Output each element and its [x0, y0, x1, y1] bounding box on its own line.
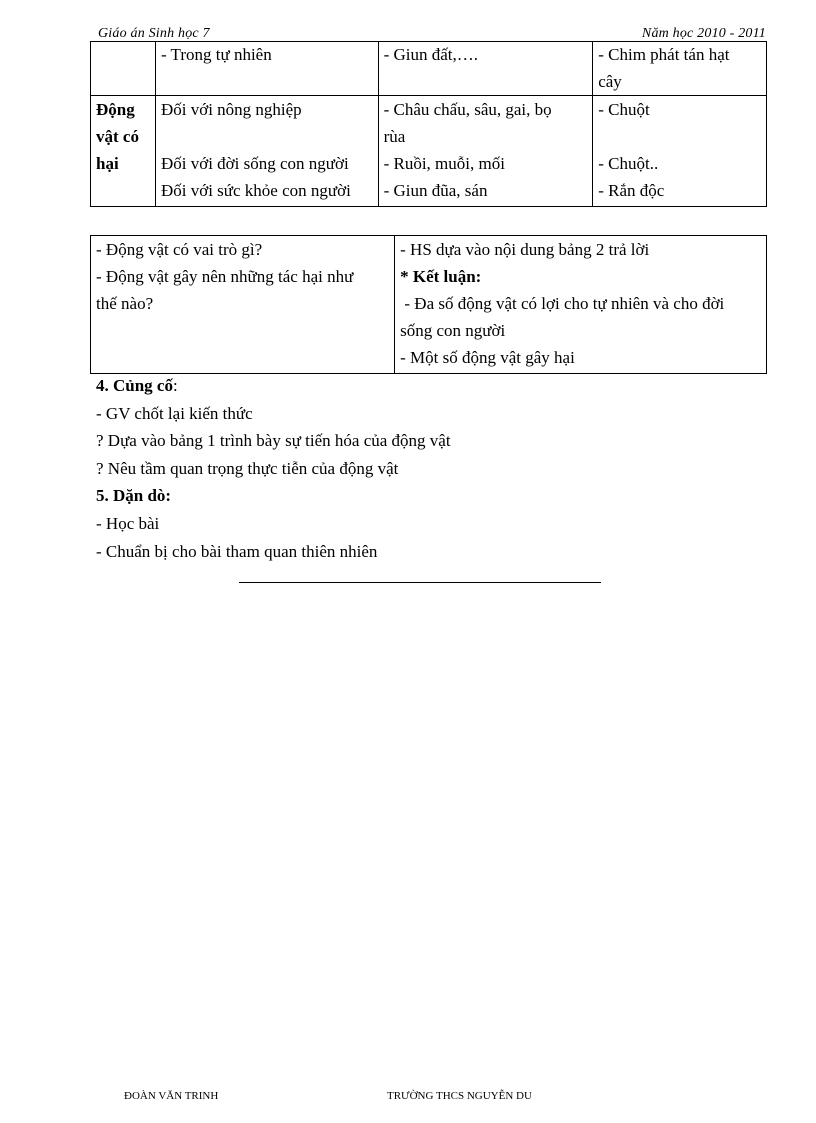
cell-line: - HS dựa vào nội dung bảng 2 trả lời	[400, 240, 650, 259]
cell-line: Đối với sức khỏe con người	[160, 181, 351, 200]
cell-line: - Động vật có vai trò gì?	[96, 240, 263, 259]
cell-line: Đối với đời sống con người	[160, 154, 349, 173]
list-item: - Chuẩn bị cho bài tham quan thiên nhiên	[96, 541, 378, 561]
cell-line: sống con người	[400, 321, 506, 340]
section-heading-consolidation	[96, 372, 766, 400]
cell-line: - Một số động vật gây hại	[400, 348, 575, 367]
cell-line: - Chim phát tán hạt	[598, 45, 730, 64]
lesson-body	[96, 372, 766, 565]
teacher-activity-cell	[91, 236, 395, 374]
cell-line: hại	[96, 154, 119, 173]
activity-table	[90, 235, 767, 374]
conclusion-label: * Kết luận:	[400, 267, 482, 286]
cell-line: - Chuột..	[598, 154, 659, 173]
cell-line: - Giun đất,….	[383, 45, 479, 64]
cell-line: - Đa số động vật có lợi cho tự nhiên và cho đời	[400, 294, 725, 313]
animal-role-table	[90, 41, 767, 207]
cell-line	[161, 123, 373, 150]
page-footer	[0, 1090, 816, 1104]
page-header	[98, 26, 766, 42]
cell-line: Động	[96, 100, 135, 119]
header-subject: Giáo án Sinh học 7	[98, 26, 210, 41]
cell-line: - Rắn độc	[598, 181, 665, 200]
cell-line: vật có	[96, 127, 139, 146]
cell-line: - Ruồi, muỗi, mối	[383, 154, 505, 173]
table-cell-example	[378, 96, 593, 207]
cell-line: cây	[598, 72, 622, 91]
cell-line: rùa	[383, 127, 406, 146]
table-cell-aspect	[155, 96, 378, 207]
table-cell-group	[91, 41, 156, 96]
table-row	[91, 236, 767, 374]
cell-line: Đối với nông nghiệp	[160, 100, 302, 119]
list-item: ? Nêu tầm quan trọng thực tiễn của động vật	[96, 458, 399, 478]
cell-line: - Châu chấu, sâu, gai, bọ	[383, 100, 552, 119]
table-cell-aspect	[155, 41, 378, 96]
cell-line: - Động vật gây nên những tác hại như	[96, 267, 354, 286]
footer-school: TRƯỜNG THCS NGUYỄN DU	[387, 1090, 532, 1102]
cell-line: - Giun đũa, sán	[383, 181, 488, 200]
table-row	[91, 96, 767, 207]
table-cell-example	[593, 96, 767, 207]
table-row	[91, 41, 767, 96]
header-school-year: Năm học 2010 - 2011	[641, 26, 766, 41]
cell-line: thế nào?	[96, 294, 154, 313]
table-cell-example	[378, 41, 593, 96]
section-title-colon: :	[172, 376, 178, 395]
table-cell-group	[91, 96, 156, 207]
list-item: - Học bài	[96, 513, 160, 533]
table-cell-example	[593, 41, 767, 96]
end-separator	[239, 582, 601, 583]
cell-line: - Chuột	[598, 100, 650, 119]
list-item: - GV chốt lại kiến thức	[96, 403, 253, 423]
footer-author: ĐOÀN VĂN TRINH	[124, 1090, 219, 1102]
student-activity-cell	[395, 236, 767, 374]
section-heading-homework: 5. Dặn dò:	[96, 486, 172, 506]
list-item: ? Dựa vào bảng 1 trình bày sự tiến hóa của động vật	[96, 431, 451, 451]
cell-line	[598, 123, 761, 150]
section-title: 4. Củng cố	[96, 376, 173, 395]
cell-line: - Trong tự nhiên	[160, 45, 272, 64]
